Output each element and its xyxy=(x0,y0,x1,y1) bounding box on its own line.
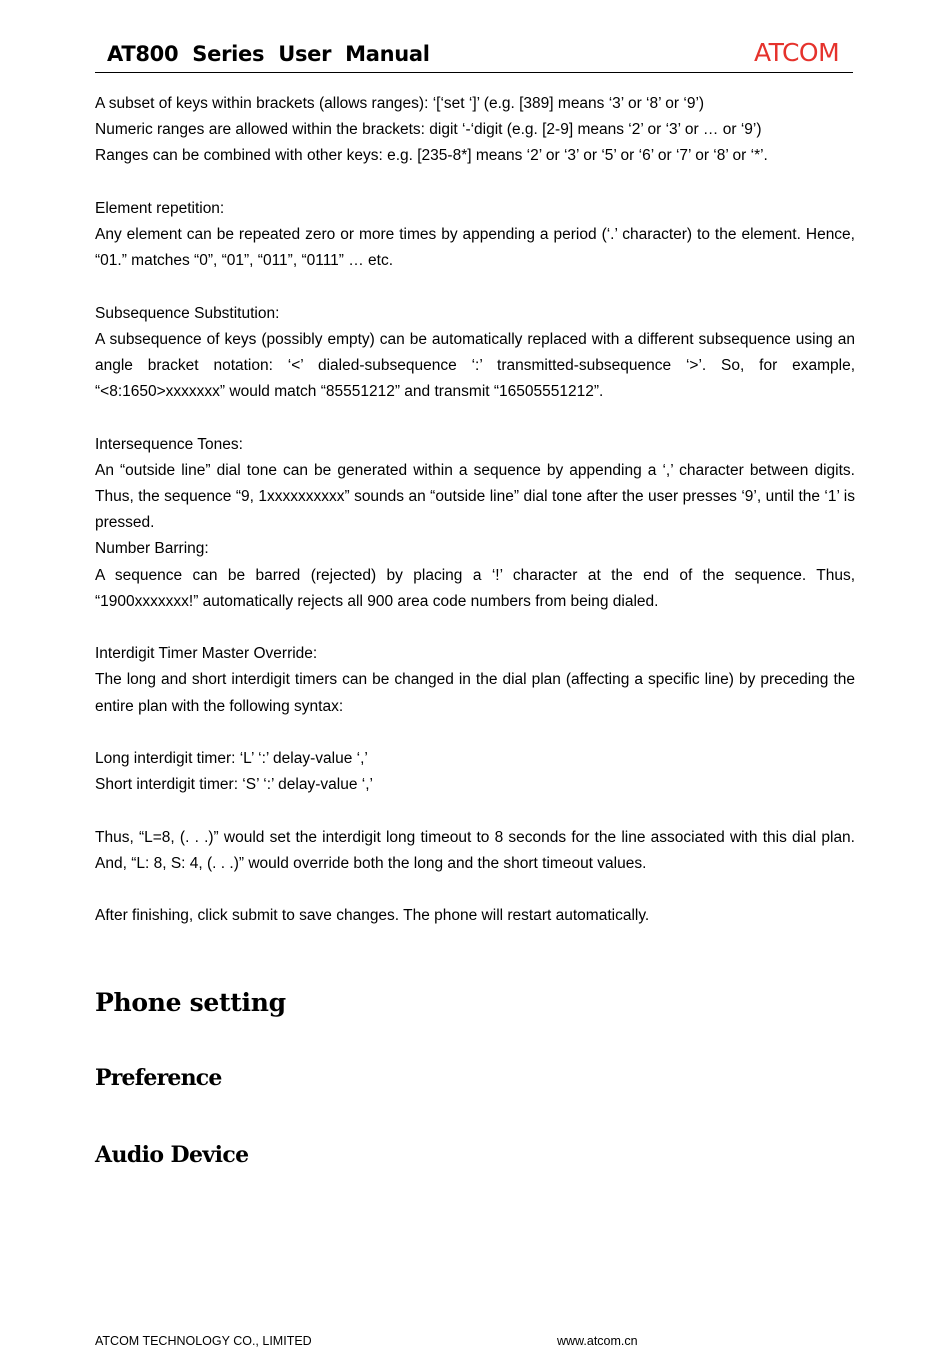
heading-phone-setting: Phone setting xyxy=(95,988,286,1017)
section-label-subsequence-substitution: Subsequence Substitution: xyxy=(95,304,280,322)
document-body xyxy=(95,91,855,929)
short-timer-syntax: Short interdigit timer: ‘S’ ‘:’ delay-value ‘,’ xyxy=(95,776,373,794)
body-line: The long and short interdigit timers can be changed in the dial plan (affecting a specific line) by preceding the entire plan with the following syntax: xyxy=(95,671,855,715)
heading-audio-device: Audio Device xyxy=(95,1142,249,1168)
heading-preference: Preference xyxy=(95,1065,222,1091)
long-timer-syntax: Long interdigit timer: ‘L’ ‘:’ delay-value ‘,’ xyxy=(95,750,368,767)
manual-title: AT800 Series User Manual xyxy=(107,42,430,66)
body-line: A subset of keys within brackets (allows ranges): ‘[‘set ‘]’ (e.g. [389] means ‘3’ or ‘8’ or ‘9’) xyxy=(95,95,705,112)
footer-company: ATCOM TECHNOLOGY CO., LIMITED xyxy=(95,1334,312,1348)
header-divider xyxy=(95,72,853,73)
body-line: Thus, “L=8, (. . .)” would set the interdigit long timeout to 8 seconds for the line associated with this dial plan. And, “L: 8, S: 4, (. . .)” would override both the long and the short timeout values. xyxy=(95,828,855,872)
atcom-logo: ATCOM xyxy=(754,38,840,67)
body-line: An “outside line” dial tone can be generated within a sequence by appending a ‘,’ character between digits. Thus, the sequence “9, 1xxxxxxxxxx” sounds an “outside line” dial tone after the user presses ‘9’, until the ‘1’ is pressed. xyxy=(95,461,855,532)
footer-website: www.atcom.cn xyxy=(557,1334,638,1348)
body-line: Numeric ranges are allowed within the brackets: digit ‘-‘digit (e.g. [2-9] means ‘2’ or ‘3’ or … or ‘9’) xyxy=(95,121,762,139)
finish-note: After finishing, click submit to save changes. The phone will restart automatically. xyxy=(95,907,650,925)
body-line: Any element can be repeated zero or more times by appending a period (‘.’ character) to the element. Hence, “01.” matches “0”, “01”, “011”, “0111” … etc. xyxy=(95,226,855,270)
body-line: Ranges can be combined with other keys: e.g. [235-8*] means ‘2’ or ‘3’ or ‘5’ or ‘6’ or ‘7’ or ‘8’ or ‘*’. xyxy=(95,147,768,165)
body-line: A subsequence of keys (possibly empty) can be automatically replaced with a different subsequence using an angle bracket notation: ‘<’ dialed-subsequence ‘:’ transmitted-subsequence ‘>’. So, for example, “<8:1650>xxxxxxx” would match “85551212” and transmit “16505551212”. xyxy=(95,330,856,401)
section-label-intersequence-tones: Intersequence Tones: xyxy=(95,435,243,453)
body-line: A sequence can be barred (rejected) by placing a ‘!’ character at the end of the sequence. Thus, “1900xxxxxxx!” automatically rejects all 900 area code numbers from being dialed. xyxy=(95,566,855,610)
section-label-element-repetition: Element repetition: xyxy=(95,199,225,217)
section-label-number-barring: Number Barring: xyxy=(95,540,209,558)
section-label-interdigit-timer: Interdigit Timer Master Override: xyxy=(95,645,318,663)
